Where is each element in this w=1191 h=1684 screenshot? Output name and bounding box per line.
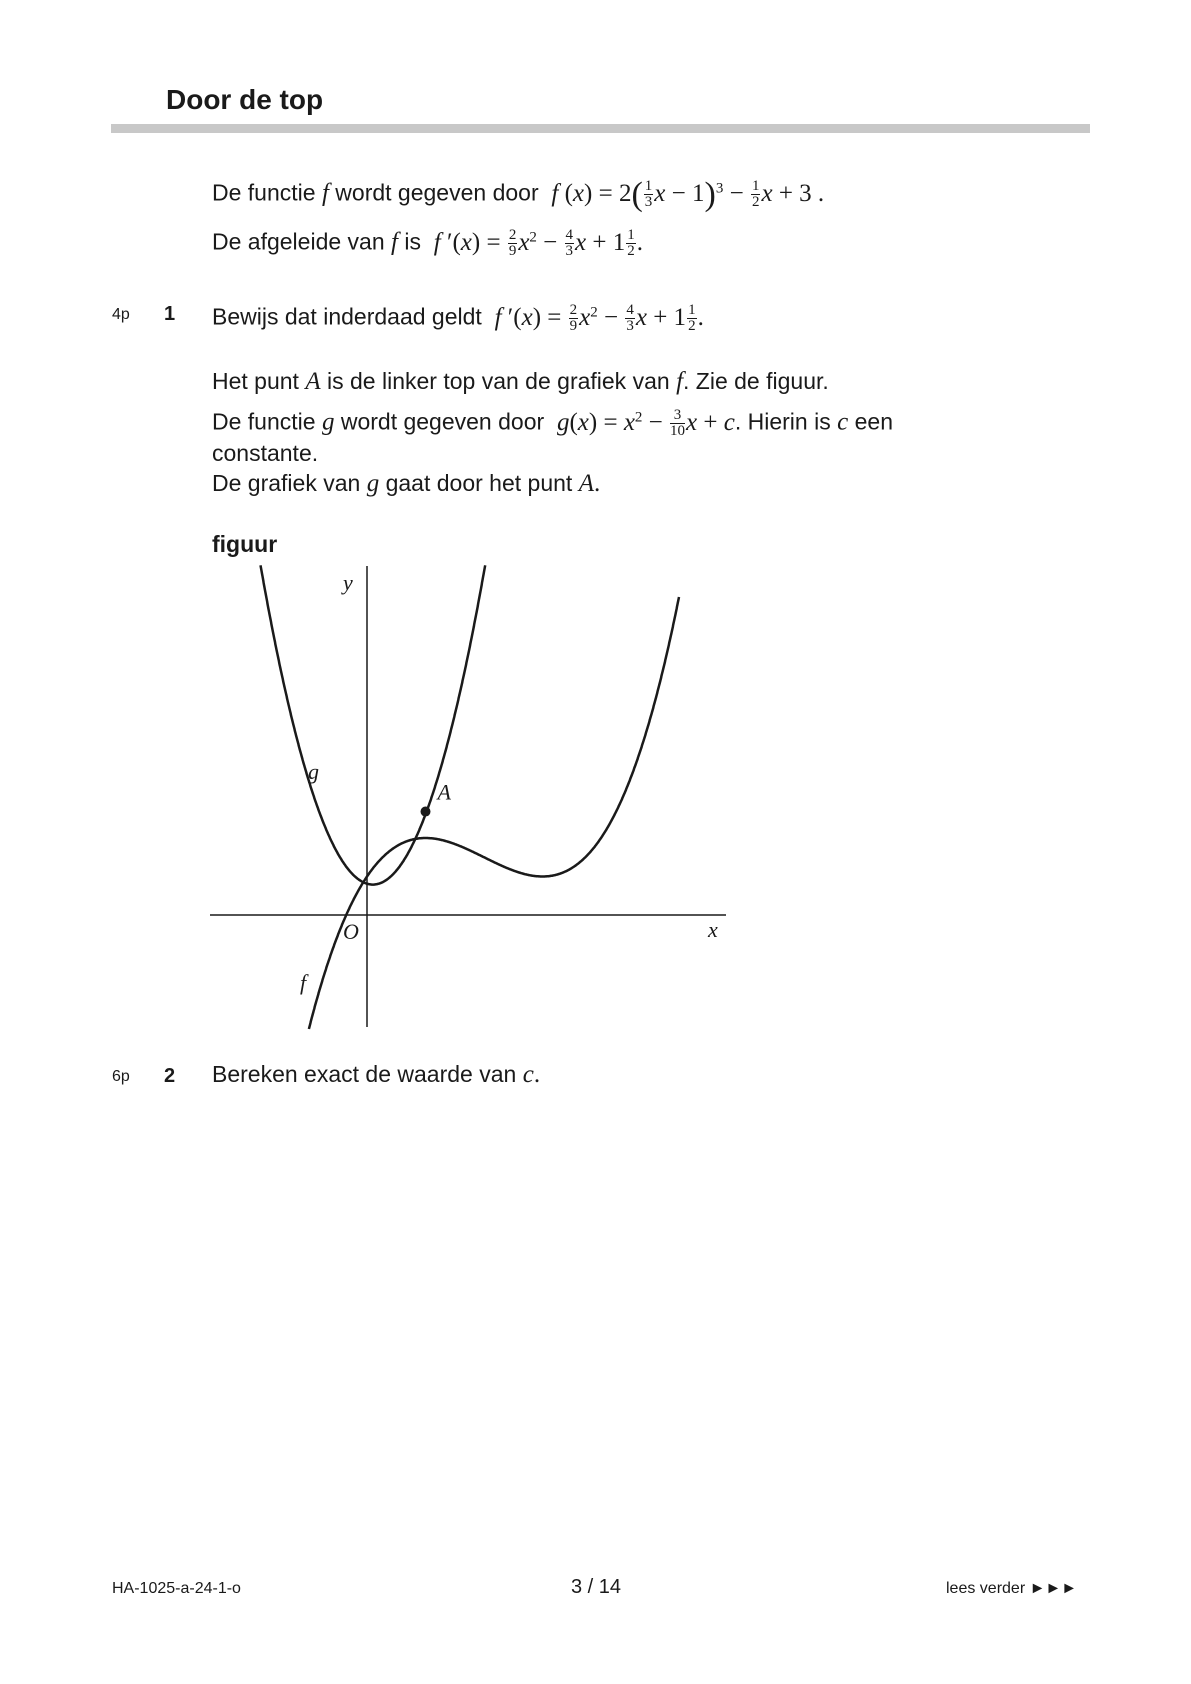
context-2-pre: De functie	[212, 408, 316, 435]
context-1-varf: f	[676, 368, 684, 395]
formula-fprime-q1: f ′(x) = $\frac{2}{9}$ $x^2$ − $\frac{4}{3}$ x + 1 $\frac{1}{2}$ .	[494, 302, 704, 335]
question-1-points: 4p	[112, 306, 130, 323]
curve-g	[261, 565, 486, 884]
context-2-post2: een	[854, 408, 893, 435]
context-line-3: constante.	[212, 440, 319, 466]
context-4-mid: gaat door het punt	[385, 470, 573, 496]
question-1-number: 1	[164, 303, 176, 325]
context-2-varc: c	[837, 408, 849, 436]
context-1-mid: is de linker top van de grafiek van	[327, 368, 670, 394]
context-line-4: De grafiek van g gaat door het punt A.	[212, 470, 601, 497]
curve-f	[309, 597, 679, 1029]
context-1-post: . Zie de figuur.	[683, 368, 829, 394]
curve-g-label: g	[308, 759, 319, 784]
question-1-text: Bewijs dat inderdaad geldt	[212, 303, 482, 330]
figure-label: figuur	[212, 531, 278, 557]
y-axis-label: y	[343, 570, 353, 595]
context-1-varA: A	[305, 368, 321, 395]
context-4-var: g	[366, 470, 380, 497]
footer-page-number: 3 / 14	[571, 1576, 622, 1598]
context-1-pre: Het punt	[212, 368, 299, 394]
curve-f-label: f	[300, 970, 307, 995]
point-A-label: A	[437, 779, 451, 805]
intro-1-pre: De functie	[212, 179, 316, 206]
context-4-pre: De grafiek van	[212, 470, 361, 496]
question-2-text: Bereken exact de waarde van	[212, 1061, 517, 1087]
intro-1-mid: wordt gegeven door	[335, 179, 539, 206]
context-2-mid: wordt gegeven door	[340, 408, 545, 435]
question-2-points: 6p	[112, 1068, 130, 1085]
footer-exam-code: HA-1025-a-24-1-o	[112, 1580, 241, 1597]
context-2-post: . Hierin is	[734, 408, 831, 435]
formula-g: $g(x) = x^2$ − $\frac{3}{10}$ x + c	[556, 407, 735, 440]
context-4-varA: A	[578, 470, 594, 497]
intro-2-var: f	[391, 228, 398, 256]
context-2-var: g	[321, 408, 335, 436]
question-2-number: 2	[164, 1065, 176, 1087]
formula-fprime: f ′(x) = $\frac{2}{9}$ $x^2$ − $\frac{4}{3}$ x + 1 $\frac{1}{2}$ .	[433, 227, 643, 260]
x-axis-label: x	[708, 917, 718, 942]
intro-1-var: f	[321, 179, 329, 207]
question-2-var: c	[522, 1061, 534, 1088]
point-A	[421, 807, 431, 817]
section-title: Door de top	[166, 84, 324, 115]
intro-2-pre: De afgeleide van	[212, 228, 385, 255]
footer-continue: lees verder ►►►	[946, 1580, 1078, 1597]
question-2: Bereken exact de waarde van c.	[212, 1061, 541, 1088]
origin-label: O	[343, 919, 359, 944]
formula-f: f (x) = 2( $\frac{1}{3}$ x − 1)$^3$ − $\frac{1}{2}$ x + 3 .	[551, 175, 825, 213]
intro-2-mid: is	[404, 228, 421, 255]
